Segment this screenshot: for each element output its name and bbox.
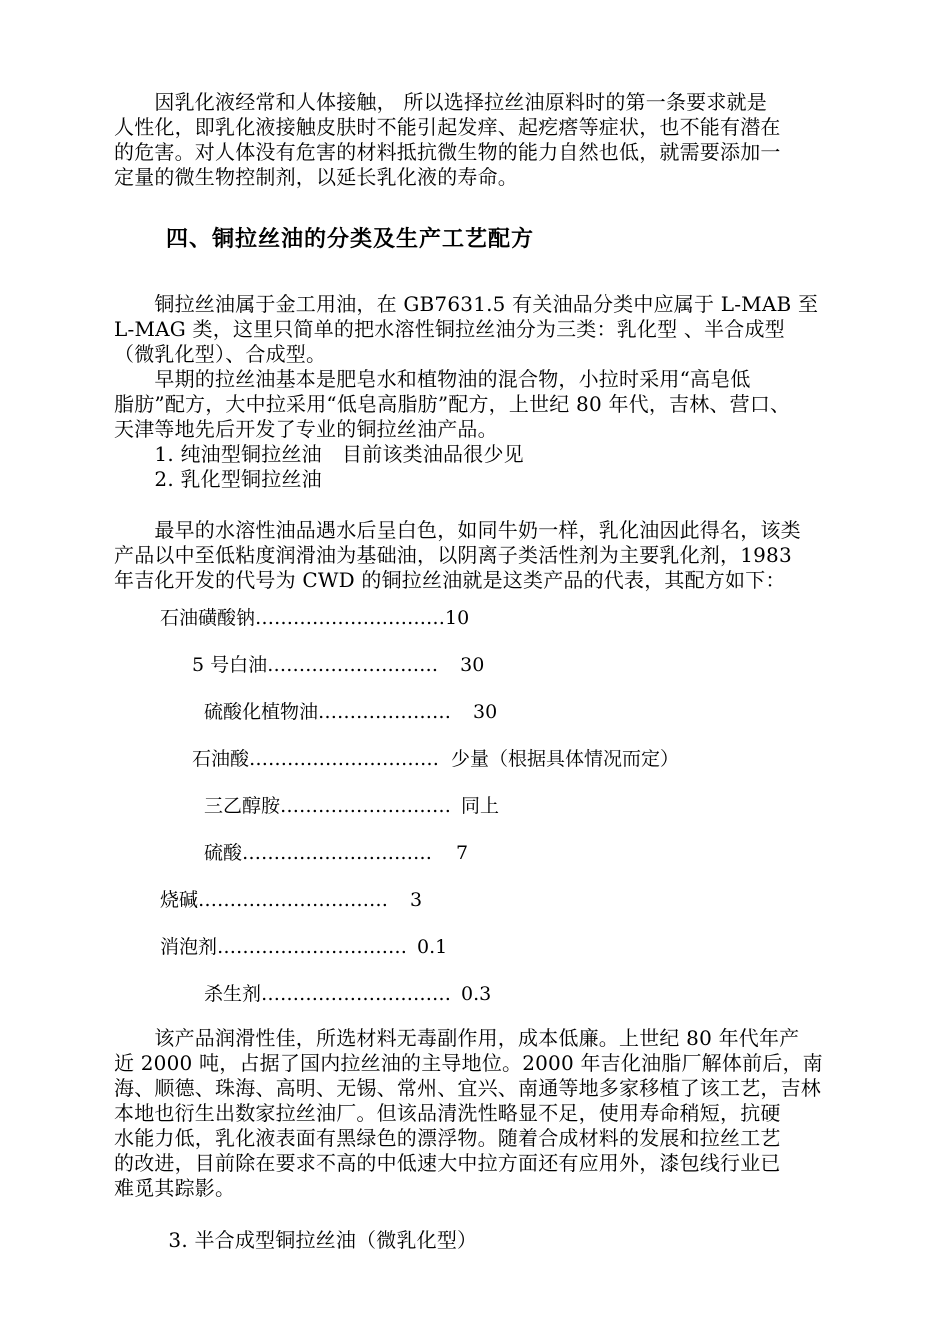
ingredient-amount: 10 [445, 607, 470, 629]
ingredient-amount: 7 [456, 842, 469, 864]
leader-dots: ………………………… [249, 748, 440, 770]
text-line: L-MAG 类，这里只简单的把水溶性铜拉丝油分为三类：乳化型 、半合成型 [114, 317, 785, 341]
ingredient-name: 消泡剂 [160, 936, 218, 958]
list-item-pure-oil: 1. 纯油型铜拉丝油 目前该类油品很少见 [114, 442, 524, 466]
leader-dots: ………………………… [217, 936, 408, 958]
ingredient-name: 三乙醇胺 [204, 795, 281, 817]
text-line: 定量的微生物控制剂，以延长乳化液的寿命。 [114, 165, 518, 189]
ingredient-name: 硫酸化植物油 [204, 701, 319, 723]
leader-dots: ………………………… [255, 607, 446, 629]
leader-dots: ………………………… [261, 983, 452, 1005]
text-line: 该产品润滑性佳，所选材料无毒副作用，成本低廉。上世纪 80 年代年产 [114, 1026, 800, 1050]
ingredient-name: 硫酸 [204, 842, 243, 864]
leader-dots: ………………………… [242, 842, 433, 864]
ingredient-name: 石油酸 [192, 748, 250, 770]
recipe-item [192, 653, 484, 677]
text-line: （微乳化型）、合成型。 [114, 342, 327, 366]
leader-dots: ………………………… [198, 889, 389, 911]
ingredient-amount: 30 [473, 701, 498, 723]
ingredient-amount: 30 [460, 654, 485, 676]
ingredient-amount: 同上 [461, 795, 500, 817]
ingredient-amount: 0.1 [417, 936, 448, 958]
ingredient-amount: 0.3 [461, 983, 492, 1005]
text-line: 最早的水溶性油品遇水后呈白色，如同牛奶一样，乳化油因此得名，该类 [114, 518, 801, 542]
text-line: 海、顺德、珠海、高明、无锡、常州、宜兴、南通等地多家移植了该工艺，吉林 [114, 1076, 821, 1100]
ingredient-amount: 3 [410, 889, 423, 911]
leader-dots: ……………………… [267, 654, 439, 676]
leader-dots: ……………………… [280, 795, 452, 817]
ingredient-name: 石油磺酸钠 [160, 607, 256, 629]
recipe-item [160, 935, 447, 959]
recipe-item [204, 794, 499, 818]
text-line: 年吉化开发的代号为 CWD 的铜拉丝油就是这类产品的代表，其配方如下： [114, 568, 786, 592]
text-line: 天津等地先后开发了专业的铜拉丝油产品。 [114, 417, 498, 441]
list-item-semi-synthetic: 3. 半合成型铜拉丝油（微乳化型） [128, 1228, 478, 1252]
ingredient-amount: 少量（根据具体情况而定） [451, 748, 680, 770]
ingredient-name: 5 号白油 [192, 654, 268, 676]
recipe-item [204, 700, 497, 724]
text-line: 本地也衍生出数家拉丝油厂。但该品清洗性略显不足，使用寿命稍短，抗硬 [114, 1101, 781, 1125]
recipe-item [204, 982, 491, 1006]
text-line: 水能力低，乳化液表面有黑绿色的漂浮物。随着合成材料的发展和拉丝工艺 [114, 1126, 781, 1150]
recipe-item [192, 747, 679, 771]
text-line: 产品以中至低粘度润滑油为基础油，以阴离子类活性剂为主要乳化剂，1983 [114, 543, 792, 567]
text-line: 人性化，即乳化液接触皮肤时不能引起发痒、起疙瘩等症状，也不能有潜在 [114, 115, 781, 139]
recipe-item [160, 606, 469, 630]
text-line: 脂肪”配方，大中拉采用“低皂高脂肪”配方，上世纪 80 年代，吉林、营口、 [114, 392, 791, 416]
text-line: 的危害。对人体没有危害的材料抵抗微生物的能力自然也低，就需要添加一 [114, 140, 781, 164]
ingredient-name: 烧碱 [160, 889, 199, 911]
text-line: 近 2000 吨，占据了国内拉丝油的主导地位。2000 年吉化油脂厂解体前后，南 [114, 1051, 823, 1075]
section-heading: 四、铜拉丝油的分类及生产工艺配方 [166, 227, 535, 252]
recipe-item [160, 888, 422, 912]
text-line: 铜拉丝油属于金工用油，在 GB7631.5 有关油品分类中应属于 L-MAB 至 [114, 292, 819, 316]
recipe-item [204, 841, 468, 865]
text-line: 难觅其踪影。 [114, 1176, 236, 1200]
list-item-emulsion: 2. 乳化型铜拉丝油 [114, 467, 322, 491]
text-line: 因乳化液经常和人体接触， 所以选择拉丝油原料时的第一条要求就是 [114, 90, 767, 114]
text-line: 早期的拉丝油基本是肥皂水和植物油的混合物，小拉时采用“高皂低 [114, 367, 751, 391]
text-line: 的改进，目前除在要求不高的中低速大中拉方面还有应用外，漆包线行业已 [114, 1151, 781, 1175]
ingredient-name: 杀生剂 [204, 983, 262, 1005]
leader-dots: ………………… [318, 701, 452, 723]
